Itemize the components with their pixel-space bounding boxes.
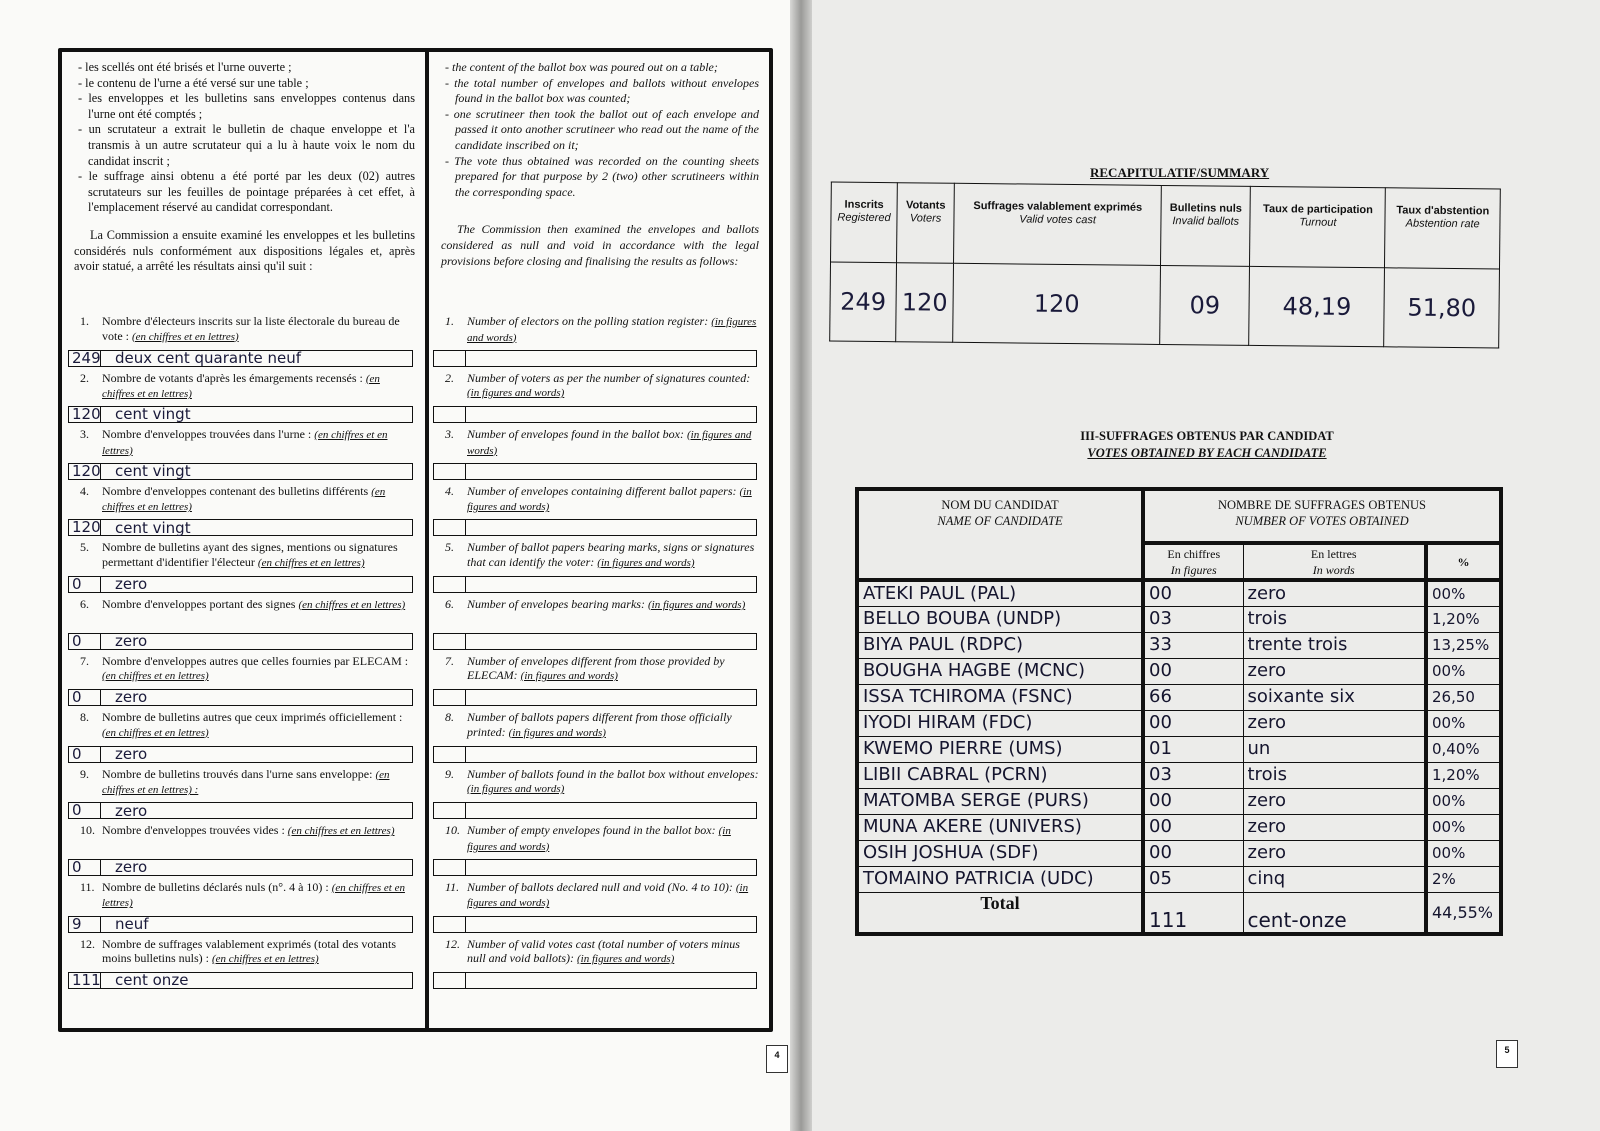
candidate-row: [857, 710, 1501, 736]
answer-words[interactable]: cent vingt: [115, 462, 191, 481]
candidate-name: ISSA TCHIROMA (FSNC): [857, 684, 1143, 710]
candidate-votes-figures: 03: [1143, 606, 1243, 632]
figures-header-en: In figures: [1170, 562, 1217, 577]
candidate-name: IYODI HIRAM (FDC): [857, 710, 1143, 736]
answer-figures[interactable]: 9: [69, 917, 101, 932]
result-item: [72, 370, 415, 428]
candidate-name: KWEMO PIERRE (UMS): [857, 736, 1143, 762]
item-number: 9.: [445, 766, 454, 781]
item-hint: (in figures and words): [647, 598, 746, 611]
item-hint: (in figures and words): [467, 881, 749, 910]
summary-value: 120: [896, 263, 954, 343]
candidate-pct: 13,25%: [1426, 632, 1501, 658]
total-figures: 111: [1143, 892, 1243, 934]
item-hint: (en chiffres et en lettres): [287, 825, 395, 838]
answer-field[interactable]: [68, 916, 413, 933]
candidate-votes-figures: 01: [1143, 736, 1243, 762]
candidate-pct: 00%: [1426, 788, 1501, 814]
procedure-bullet: - the total number of envelopes and ballots without envelopes found in the ballot box was counted;: [445, 75, 759, 106]
item-number: 2.: [80, 370, 89, 385]
item-hint: (en chiffres et en lettres): [102, 881, 405, 910]
summary-value: 120: [953, 263, 1161, 344]
french-procedure-list: [74, 60, 415, 216]
item-number: 8.: [80, 710, 89, 725]
answer-figures[interactable]: 249: [69, 351, 101, 366]
result-item: [72, 823, 415, 880]
item-hint: (en chiffres et en lettres): [102, 372, 380, 401]
total-words: cent-onze: [1243, 892, 1426, 934]
answer-field[interactable]: [433, 576, 757, 593]
item-hint: (in figures and words): [467, 316, 757, 344]
item-label: Number of empty envelopes found in the ballot box:: [467, 823, 716, 838]
item-label: Nombre d'enveloppes contenant des bulletins différents: [102, 483, 369, 498]
answer-field[interactable]: [433, 406, 757, 423]
answer-field[interactable]: [433, 519, 757, 536]
summary-header-en: Invalid ballots: [1172, 215, 1240, 228]
item-label: Number of ballots found in the ballot box without envelopes:: [467, 766, 759, 781]
item-number: 5.: [445, 540, 454, 555]
candidate-name: ATEKI PAUL (PAL): [857, 580, 1143, 606]
total-pct: 44,55%: [1426, 892, 1501, 934]
answer-field[interactable]: [433, 859, 757, 876]
item-label: Number of ballots papers different from those officially printed:: [467, 710, 732, 739]
answer-figures[interactable]: 0: [69, 803, 101, 818]
answer-figures[interactable]: [434, 634, 466, 649]
item-number: 5.: [80, 540, 89, 555]
candidate-name: MATOMBA SERGE (PURS): [857, 788, 1143, 814]
summary-header-en: Valid votes cast: [1019, 213, 1097, 227]
result-item: [441, 654, 759, 711]
item-hint: (in figures and words): [508, 726, 606, 739]
item-label: Number of valid votes cast (total number of voters minus null and void ballots):: [467, 936, 740, 966]
item-hint: (in figures and words): [467, 429, 752, 457]
summary-value: 51,80: [1384, 268, 1499, 348]
answer-figures[interactable]: [434, 577, 466, 592]
candidate-name: BOUGHA HAGBE (MCNC): [857, 658, 1143, 684]
answer-figures[interactable]: [434, 464, 466, 479]
result-item: [72, 427, 415, 484]
answer-figures[interactable]: 111: [69, 973, 101, 988]
candidate-votes-figures: 00: [1143, 710, 1243, 736]
procedure-bullet: - les scellés ont été brisés et l'urne ouverte ;: [78, 60, 292, 74]
answer-words[interactable]: deux cent quarante neuf: [115, 348, 302, 367]
candidate-pct: 00%: [1426, 814, 1501, 840]
result-item: [441, 823, 759, 880]
result-item: [72, 653, 415, 711]
result-item: [72, 483, 415, 541]
summary-header-cell: [1385, 188, 1500, 269]
answer-figures[interactable]: 120: [69, 520, 101, 535]
item-number: 10.: [80, 823, 95, 838]
result-item: [441, 371, 759, 428]
candidate-votes-words: zero: [1243, 580, 1426, 606]
summary-header-cell: [1161, 185, 1251, 266]
candidate-votes-words: zero: [1243, 658, 1426, 684]
candidate-votes-words: trois: [1243, 762, 1426, 788]
answer-figures[interactable]: [434, 860, 466, 875]
candidate-votes-words: trente trois: [1243, 632, 1426, 658]
answer-field[interactable]: [68, 802, 413, 819]
candidate-votes-words: zero: [1243, 840, 1426, 866]
candidate-votes-words: zero: [1243, 788, 1426, 814]
candidate-row: [857, 762, 1501, 788]
item-hint: (en chiffres et en lettres): [257, 556, 365, 569]
candidate-row: [857, 658, 1501, 684]
candidate-row: [857, 580, 1501, 606]
result-item: [441, 937, 759, 994]
answer-field[interactable]: [433, 633, 757, 650]
candidate-row: [857, 840, 1501, 866]
item-number: 6.: [80, 596, 89, 611]
answer-figures[interactable]: [434, 407, 466, 422]
french-paragraph: La Commission a ensuite examiné les enveloppes et les bulletins considérés nuls conformément aux dispositions légales et, après avoir statué, a arrêté les résultats ainsi qu'il suit :: [74, 227, 415, 274]
candidate-votes-figures: 00: [1143, 840, 1243, 866]
figures-header-fr: En chiffres: [1167, 546, 1221, 561]
result-item: [441, 314, 759, 371]
words-header-en: In words: [1312, 562, 1355, 577]
english-column: [429, 52, 769, 1028]
candidate-name: TOMAINO PATRICIA (UDC): [857, 866, 1143, 892]
item-number: 7.: [80, 653, 89, 668]
item-label: Nombre de bulletins trouvés dans l'urne sans enveloppe:: [102, 766, 373, 781]
answer-words[interactable]: zero: [115, 575, 148, 594]
candidate-pct: 00%: [1426, 658, 1501, 684]
answer-field[interactable]: [68, 746, 413, 763]
summary-header-en: Abstention rate: [1405, 217, 1480, 231]
summary-title: RECAPITULATIF/SUMMARY: [1090, 165, 1270, 180]
candidate-votes-words: soixante six: [1243, 684, 1426, 710]
answer-words[interactable]: zero: [115, 745, 148, 763]
english-results-list: [441, 314, 759, 993]
item-hint: (in figures and words): [597, 556, 695, 569]
figures-header: [1143, 543, 1243, 580]
name-header-en: NAME OF CANDIDATE: [937, 514, 1063, 528]
page-number-left: 4: [766, 1045, 788, 1073]
result-item: [72, 596, 415, 654]
total-label: Total: [857, 892, 1143, 934]
answer-field[interactable]: [68, 689, 413, 706]
candidate-pct: 26,50: [1426, 684, 1501, 710]
procedure-bullet: - The vote thus obtained was recorded on the counting sheets prepared for that purpose by 2 (two) other scrutineers within the corresponding space.: [445, 153, 759, 199]
answer-figures[interactable]: [434, 973, 466, 988]
name-header-fr: NOM DU CANDIDAT: [941, 498, 1059, 512]
answer-field[interactable]: [433, 350, 757, 367]
candidates-table: [855, 487, 1503, 936]
answer-field[interactable]: [68, 519, 413, 536]
minutes-form: [58, 48, 773, 1032]
candidate-name: OSIH JOSHUA (SDF): [857, 840, 1143, 866]
candidate-votes-words: zero: [1243, 710, 1426, 736]
answer-words[interactable]: zero: [115, 858, 148, 877]
item-hint: (en chiffres et en lettres): [102, 485, 386, 514]
candidate-row: [857, 866, 1501, 892]
candidate-row: [857, 606, 1501, 632]
words-header: [1243, 543, 1426, 580]
candidate-row: [857, 788, 1501, 814]
section-title-fr: III-SUFFRAGES OBTENUS PAR CANDIDAT: [1080, 429, 1334, 443]
item-hint: (en chiffres et en lettres): [102, 670, 209, 683]
item-hint: (en chiffres et en lettres): [102, 429, 388, 457]
candidate-pct: 2%: [1426, 866, 1501, 892]
result-item: [72, 710, 415, 767]
book-gutter: [790, 0, 812, 1131]
procedure-bullet: - le suffrage ainsi obtenu a été porté par les deux (02) autres scrutateurs sur les feuilles de pointage préparées à cet effet, à l'emplacement réservé au candidat correspondant.: [78, 169, 415, 215]
item-number: 11.: [445, 879, 460, 894]
answer-figures[interactable]: 120: [69, 464, 101, 479]
candidate-pct: 00%: [1426, 840, 1501, 866]
item-label: Nombre de bulletins ayant des signes, mentions ou signatures permettant d'identifier l'électeur: [102, 540, 398, 569]
result-item: [441, 540, 759, 597]
answer-field[interactable]: [68, 350, 413, 367]
summary-header-cell: [1250, 186, 1386, 267]
answer-figures[interactable]: [434, 520, 466, 535]
candidate-pct: 1,20%: [1426, 606, 1501, 632]
item-number: 1.: [445, 314, 454, 328]
french-results-list: [72, 314, 415, 993]
answer-figures[interactable]: [434, 351, 466, 366]
summary-header-fr: Votants: [905, 199, 946, 212]
summary-table: [829, 181, 1501, 348]
candidate-votes-words: un: [1243, 736, 1426, 762]
candidate-votes-figures: 66: [1143, 684, 1243, 710]
summary-header-en: Registered: [837, 211, 891, 225]
page-number-right: 5: [1496, 1040, 1518, 1068]
item-label: Number of ballot papers bearing marks, signs or signatures that can identify the voter:: [467, 540, 755, 569]
candidate-name: LIBII CABRAL (PCRN): [857, 762, 1143, 788]
answer-figures[interactable]: 0: [69, 634, 101, 649]
item-number: 3.: [445, 427, 454, 442]
answer-field[interactable]: [433, 802, 757, 819]
result-item: [72, 314, 415, 371]
answer-field[interactable]: [68, 859, 413, 876]
answer-field[interactable]: [68, 576, 413, 593]
item-number: 7.: [445, 653, 454, 668]
candidate-votes-figures: 33: [1143, 632, 1243, 658]
candidate-votes-figures: 03: [1143, 762, 1243, 788]
item-hint: (en chiffres et en lettres): [132, 330, 239, 343]
name-header: [857, 489, 1143, 580]
answer-figures[interactable]: [434, 917, 466, 932]
summary-header-fr: Bulletins nuls: [1169, 202, 1242, 215]
item-label: Nombre de votants d'après les émargements recensés :: [102, 370, 363, 385]
item-label: Number of voters as per the number of signatures counted:: [467, 370, 751, 385]
item-label: Number of envelopes bearing marks:: [467, 596, 645, 611]
answer-words[interactable]: zero: [115, 631, 148, 650]
candidate-votes-words: cinq: [1243, 866, 1426, 892]
candidate-votes-words: trois: [1243, 606, 1426, 632]
result-item: [441, 597, 759, 654]
result-item: [441, 427, 759, 484]
item-hint: (in figures and words): [467, 783, 565, 796]
answer-field[interactable]: [433, 746, 757, 763]
answer-field[interactable]: [433, 689, 757, 706]
votes-header-en: NUMBER OF VOTES OBTAINED: [1235, 514, 1409, 528]
item-label: Nombre d'enveloppes trouvées vides :: [102, 823, 285, 838]
answer-words[interactable]: cent onze: [115, 971, 189, 990]
result-item: [441, 484, 759, 541]
answer-words[interactable]: zero: [115, 688, 148, 707]
candidate-pct: 00%: [1426, 710, 1501, 736]
summary-header-cell: [954, 183, 1162, 265]
summary-value: 48,19: [1249, 266, 1385, 346]
candidate-name: BIYA PAUL (RDPC): [857, 632, 1143, 658]
total-row: [857, 892, 1501, 934]
item-hint: (en chiffres et en lettres): [298, 598, 406, 611]
item-number: 12.: [445, 936, 460, 951]
item-number: 6.: [445, 596, 454, 611]
section-title: [1062, 428, 1352, 462]
item-label: Nombre d'électeurs inscrits sur la liste électorale du bureau de vote :: [102, 314, 400, 343]
answer-figures[interactable]: 120: [69, 407, 101, 422]
result-item: [441, 767, 759, 824]
summary-header-fr: Taux de participation: [1263, 203, 1373, 217]
result-item: [72, 766, 415, 824]
item-hint: (in figures and words): [467, 825, 731, 853]
pct-header: %: [1426, 543, 1501, 580]
item-label: Number of ballots declared null and void (No. 4 to 10):: [467, 879, 733, 894]
answer-words[interactable]: neuf: [115, 914, 149, 933]
section-title-en: VOTES OBTAINED BY EACH CANDIDATE: [1087, 446, 1327, 460]
result-item: [72, 936, 415, 994]
item-number: 8.: [445, 710, 454, 725]
procedure-bullet: - un scrutateur a extrait le bulletin de chaque enveloppe et l'a transmis à un autre scrutateur qui a lu à haute voix le nom du candidat inscrit ;: [78, 122, 415, 168]
item-hint: (en chiffres et en lettres): [212, 953, 319, 966]
item-hint: (in figures and words): [577, 953, 675, 966]
item-hint: (en chiffres et en lettres) :: [102, 768, 390, 797]
answer-field[interactable]: [68, 972, 413, 989]
answer-field[interactable]: [68, 633, 413, 650]
candidate-pct: 1,20%: [1426, 762, 1501, 788]
candidate-row: [857, 736, 1501, 762]
item-label: Nombre d'enveloppes trouvées dans l'urne :: [102, 427, 312, 442]
answer-figures[interactable]: 0: [69, 577, 101, 592]
summary-value: 09: [1160, 265, 1250, 345]
summary-header-fr: Inscrits: [844, 198, 884, 212]
result-item: [441, 710, 759, 767]
item-label: Nombre de bulletins déclarés nuls (n°. 4 à 10) :: [102, 879, 329, 894]
item-label: Number of electors on the polling station register:: [467, 314, 709, 328]
item-label: Number of envelopes found in the ballot box:: [467, 427, 684, 442]
candidate-votes-figures: 00: [1143, 788, 1243, 814]
answer-figures[interactable]: 0: [69, 690, 101, 705]
answer-field[interactable]: [433, 972, 757, 989]
summary-header-en: Turnout: [1299, 216, 1337, 229]
item-hint: (in figures and words): [467, 485, 752, 514]
candidate-name: BELLO BOUBA (UNDP): [857, 606, 1143, 632]
procedure-bullet: - the content of the ballot box was poured out on a table;: [445, 60, 718, 74]
candidate-votes-figures: 00: [1143, 658, 1243, 684]
answer-field[interactable]: [68, 463, 413, 480]
item-hint: (en chiffres et en lettres): [102, 726, 209, 739]
item-hint: (in figures and words): [520, 670, 618, 683]
candidate-pct: 00%: [1426, 580, 1501, 606]
item-number: 3.: [80, 427, 89, 442]
item-label: Nombre d'enveloppes autres que celles fournies par ELECAM :: [102, 653, 409, 668]
item-number: 9.: [80, 766, 89, 781]
french-column: [62, 52, 429, 1028]
english-procedure-list: [441, 60, 759, 200]
answer-figures[interactable]: [434, 690, 466, 705]
summary-header-en: Voters: [909, 212, 942, 225]
item-number: 4.: [445, 483, 454, 498]
words-header-fr: En lettres: [1310, 546, 1357, 561]
summary-header-cell: [897, 183, 955, 264]
answer-figures[interactable]: 0: [69, 747, 101, 762]
votes-header-fr: NOMBRE DE SUFFRAGES OBTENUS: [1217, 498, 1427, 512]
summary-header-fr: Taux d'abstention: [1396, 204, 1490, 218]
answer-words[interactable]: cent vingt: [115, 518, 191, 537]
item-label: Nombre d'enveloppes portant des signes: [102, 596, 296, 611]
answer-figures[interactable]: 0: [69, 860, 101, 875]
candidate-votes-figures: 05: [1143, 866, 1243, 892]
result-item: [441, 880, 759, 937]
item-number: 4.: [80, 483, 89, 498]
item-number: 11.: [80, 879, 95, 894]
result-item: [72, 879, 415, 937]
candidate-row: [857, 684, 1501, 710]
candidate-name: MUNA AKERE (UNIVERS): [857, 814, 1143, 840]
item-label: Nombre de bulletins autres que ceux imprimés officiellement :: [102, 710, 403, 725]
english-paragraph: The Commission then examined the envelopes and ballots considered as null and void in accordance with the legal provisions before closing and finalising the results as follows:: [441, 222, 759, 268]
answer-words[interactable]: zero: [115, 801, 148, 820]
procedure-bullet: - one scrutineer then took the ballot out of each envelope and passed it onto another scrutineer who read out the name of the candidate inscribed on it;: [445, 106, 759, 152]
item-number: 12.: [80, 936, 95, 951]
answer-field[interactable]: [433, 916, 757, 933]
answer-field[interactable]: [433, 463, 757, 480]
summary-header-cell: [831, 182, 898, 263]
item-hint: (in figures and words): [467, 387, 565, 400]
item-number: 10.: [445, 823, 460, 838]
item-label: Number of envelopes different from those provided by ELECAM:: [467, 653, 725, 683]
answer-figures[interactable]: [434, 803, 466, 818]
answer-figures[interactable]: [434, 747, 466, 762]
candidate-votes-figures: 00: [1143, 814, 1243, 840]
answer-field[interactable]: [68, 406, 413, 423]
summary-header-fr: Suffrages valablement exprimés: [973, 199, 1143, 214]
summary-value: 249: [830, 262, 897, 342]
votes-header: [1143, 489, 1501, 543]
procedure-bullet: - les enveloppes et les bulletins sans enveloppes contenus dans l'urne ont été comptés ;: [78, 91, 415, 121]
item-number: 1.: [80, 314, 89, 328]
procedure-bullet: - le contenu de l'urne a été versé sur une table ;: [78, 75, 309, 90]
candidate-row: [857, 814, 1501, 840]
item-label: Number of envelopes containing different ballot papers:: [467, 483, 737, 498]
candidate-votes-words: zero: [1243, 814, 1426, 840]
candidate-row: [857, 632, 1501, 658]
candidate-votes-figures: 00: [1143, 580, 1243, 606]
result-item: [72, 540, 415, 597]
item-label: Nombre de suffrages valablement exprimés (total des votants moins bulletins nuls) :: [102, 936, 397, 966]
candidate-pct: 0,40%: [1426, 736, 1501, 762]
item-number: 2.: [445, 370, 454, 385]
answer-words[interactable]: cent vingt: [115, 405, 191, 424]
